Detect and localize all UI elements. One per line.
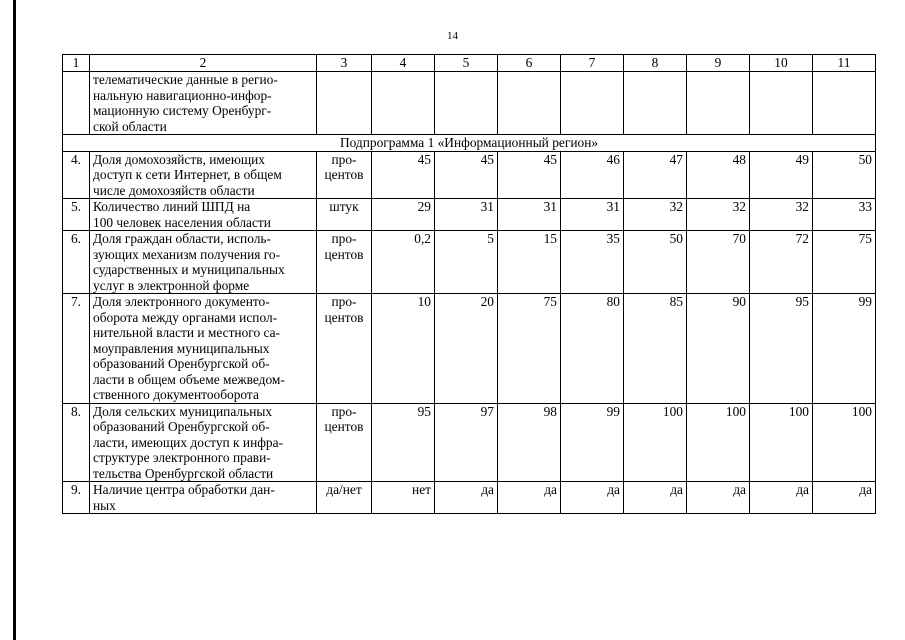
- value-cell: 15: [498, 231, 561, 294]
- value-cell: 72: [750, 231, 813, 294]
- value-cell: 32: [750, 199, 813, 231]
- value-cell: 32: [624, 199, 687, 231]
- value-cell: 90: [687, 294, 750, 404]
- value-cell: 95: [750, 294, 813, 404]
- empty-cell: [750, 72, 813, 135]
- header-row: [63, 55, 876, 72]
- value-cell: 50: [624, 231, 687, 294]
- text-line: моуправления муниципальных: [93, 340, 270, 356]
- text-line: оборота между органами испол-: [93, 309, 278, 325]
- text-line: центов: [324, 419, 364, 434]
- value-cell: да: [561, 482, 624, 514]
- table-row: [63, 403, 876, 482]
- value-cell: 48: [687, 151, 750, 199]
- text-line: про-: [331, 403, 357, 419]
- value-cell: нет: [372, 482, 435, 514]
- text-line: зующих механизм получения го-: [93, 246, 281, 262]
- table-row: [63, 231, 876, 294]
- name-cell: [90, 72, 317, 135]
- table-row: [63, 294, 876, 404]
- empty-cell: [498, 72, 561, 135]
- value-cell: 80: [561, 294, 624, 404]
- unit-cell: [317, 151, 372, 199]
- text-line: Доля домохозяйств, имеющих: [93, 151, 265, 167]
- indicator-name: [90, 294, 317, 404]
- unit-cell: [317, 231, 372, 294]
- text-line: ных: [93, 497, 116, 513]
- table-row: [63, 199, 876, 231]
- header-cell: 8: [624, 55, 687, 72]
- page-number: 14: [447, 30, 458, 42]
- table-row: [63, 482, 876, 514]
- header-cell: 2: [90, 55, 317, 72]
- header-cell: 7: [561, 55, 624, 72]
- value-cell: 50: [813, 151, 876, 199]
- value-cell: да: [435, 482, 498, 514]
- value-cell: 95: [372, 403, 435, 482]
- value-cell: 100: [813, 403, 876, 482]
- value-cell: 31: [498, 199, 561, 231]
- value-cell: 97: [435, 403, 498, 482]
- text-line: тельства Оренбургской области: [93, 465, 274, 481]
- text-line: Количество линий ШПД на: [93, 199, 251, 214]
- text-line: образований Оренбургской об-: [93, 356, 270, 371]
- unit-cell: [317, 403, 372, 482]
- header-cell: 3: [317, 55, 372, 72]
- text-line: нительной власти и местного са-: [93, 325, 281, 340]
- empty-cell: [561, 72, 624, 135]
- row-number: 9.: [63, 482, 90, 514]
- value-cell: 70: [687, 231, 750, 294]
- text-line: ской области: [93, 118, 167, 134]
- value-cell: 33: [813, 199, 876, 231]
- indicator-name: [90, 403, 317, 482]
- text-line: Доля электронного документо-: [93, 294, 270, 309]
- header-cell: 11: [813, 55, 876, 72]
- value-cell: 100: [750, 403, 813, 482]
- unit-cell: [317, 482, 372, 514]
- value-cell: 75: [498, 294, 561, 404]
- text-line: да/нет: [326, 482, 362, 497]
- value-cell: да: [498, 482, 561, 514]
- unit-cell: [317, 199, 372, 231]
- indicator-name: [90, 482, 317, 514]
- value-cell: 31: [435, 199, 498, 231]
- text-line: 100 человек населения области: [93, 214, 271, 230]
- value-cell: 99: [561, 403, 624, 482]
- value-cell: 98: [498, 403, 561, 482]
- empty-cell: [372, 72, 435, 135]
- value-cell: 0,2: [372, 231, 435, 294]
- text-line: центов: [324, 309, 364, 325]
- row-number: 5.: [63, 199, 90, 231]
- indicator-name: [90, 231, 317, 294]
- value-cell: 35: [561, 231, 624, 294]
- value-cell: 99: [813, 294, 876, 404]
- value-cell: 31: [561, 199, 624, 231]
- value-cell: 100: [624, 403, 687, 482]
- subprogram-row: [63, 135, 876, 152]
- text-line: центов: [324, 246, 364, 262]
- empty-cell: [624, 72, 687, 135]
- text-line: телематические данные в регио-: [93, 72, 278, 87]
- value-cell: 85: [624, 294, 687, 404]
- text-line: про-: [331, 231, 357, 246]
- header-cell: 1: [63, 55, 90, 72]
- text-line: Наличие центра обработки дан-: [93, 482, 275, 497]
- text-line: услуг в электронной форме: [93, 277, 250, 293]
- row-number: 8.: [63, 403, 90, 482]
- empty-cell: [687, 72, 750, 135]
- value-cell: 10: [372, 294, 435, 404]
- value-cell: 5: [435, 231, 498, 294]
- num-cell: [63, 72, 90, 135]
- indicator-name: [90, 151, 317, 199]
- left-margin-bar: [13, 0, 16, 640]
- header-cell: 6: [498, 55, 561, 72]
- text-line: про-: [331, 294, 357, 309]
- table-row: [63, 151, 876, 199]
- text-line: Доля сельских муниципальных: [93, 403, 273, 419]
- text-line: про-: [331, 151, 357, 167]
- header-cell: 4: [372, 55, 435, 72]
- text-line: структуре электронного прави-: [93, 450, 271, 465]
- text-line: Доля граждан области, исполь-: [93, 231, 271, 246]
- value-cell: 45: [372, 151, 435, 199]
- value-cell: да: [813, 482, 876, 514]
- value-cell: 29: [372, 199, 435, 231]
- text-line: доступ к сети Интернет, в общем: [93, 167, 282, 182]
- text-line: ласти, имеющих доступ к инфра-: [93, 434, 284, 450]
- empty-cell: [435, 72, 498, 135]
- empty-cell: [317, 72, 372, 135]
- text-line: образований Оренбургской об-: [93, 419, 270, 434]
- indicators-table: [62, 54, 876, 514]
- value-cell: 46: [561, 151, 624, 199]
- text-line: ственного документооборота: [93, 387, 259, 402]
- value-cell: 47: [624, 151, 687, 199]
- row-number: 7.: [63, 294, 90, 404]
- value-cell: да: [750, 482, 813, 514]
- value-cell: 45: [435, 151, 498, 199]
- text-line: нальную навигационно-инфор-: [93, 87, 272, 103]
- value-cell: 100: [687, 403, 750, 482]
- unit-cell: [317, 294, 372, 404]
- value-cell: 45: [498, 151, 561, 199]
- indicator-name: [90, 199, 317, 231]
- header-cell: 10: [750, 55, 813, 72]
- text-line: центов: [324, 167, 364, 182]
- header-cell: 9: [687, 55, 750, 72]
- text-line: сударственных и муниципальных: [93, 262, 285, 277]
- text-line: штук: [329, 199, 359, 214]
- value-cell: 20: [435, 294, 498, 404]
- header-cell: 5: [435, 55, 498, 72]
- value-cell: да: [624, 482, 687, 514]
- row-number: 6.: [63, 231, 90, 294]
- text-line: числе домохозяйств области: [93, 182, 255, 198]
- subprogram-title: Подпрограмма 1 «Информационный регион»: [63, 135, 876, 152]
- value-cell: 75: [813, 231, 876, 294]
- value-cell: 32: [687, 199, 750, 231]
- text-line: ласти в общем объеме межведом-: [93, 371, 285, 387]
- row-number: 4.: [63, 151, 90, 199]
- empty-cell: [813, 72, 876, 135]
- text-line: мационную систему Оренбург-: [93, 103, 272, 118]
- continuation-row: [63, 72, 876, 135]
- value-cell: да: [687, 482, 750, 514]
- value-cell: 49: [750, 151, 813, 199]
